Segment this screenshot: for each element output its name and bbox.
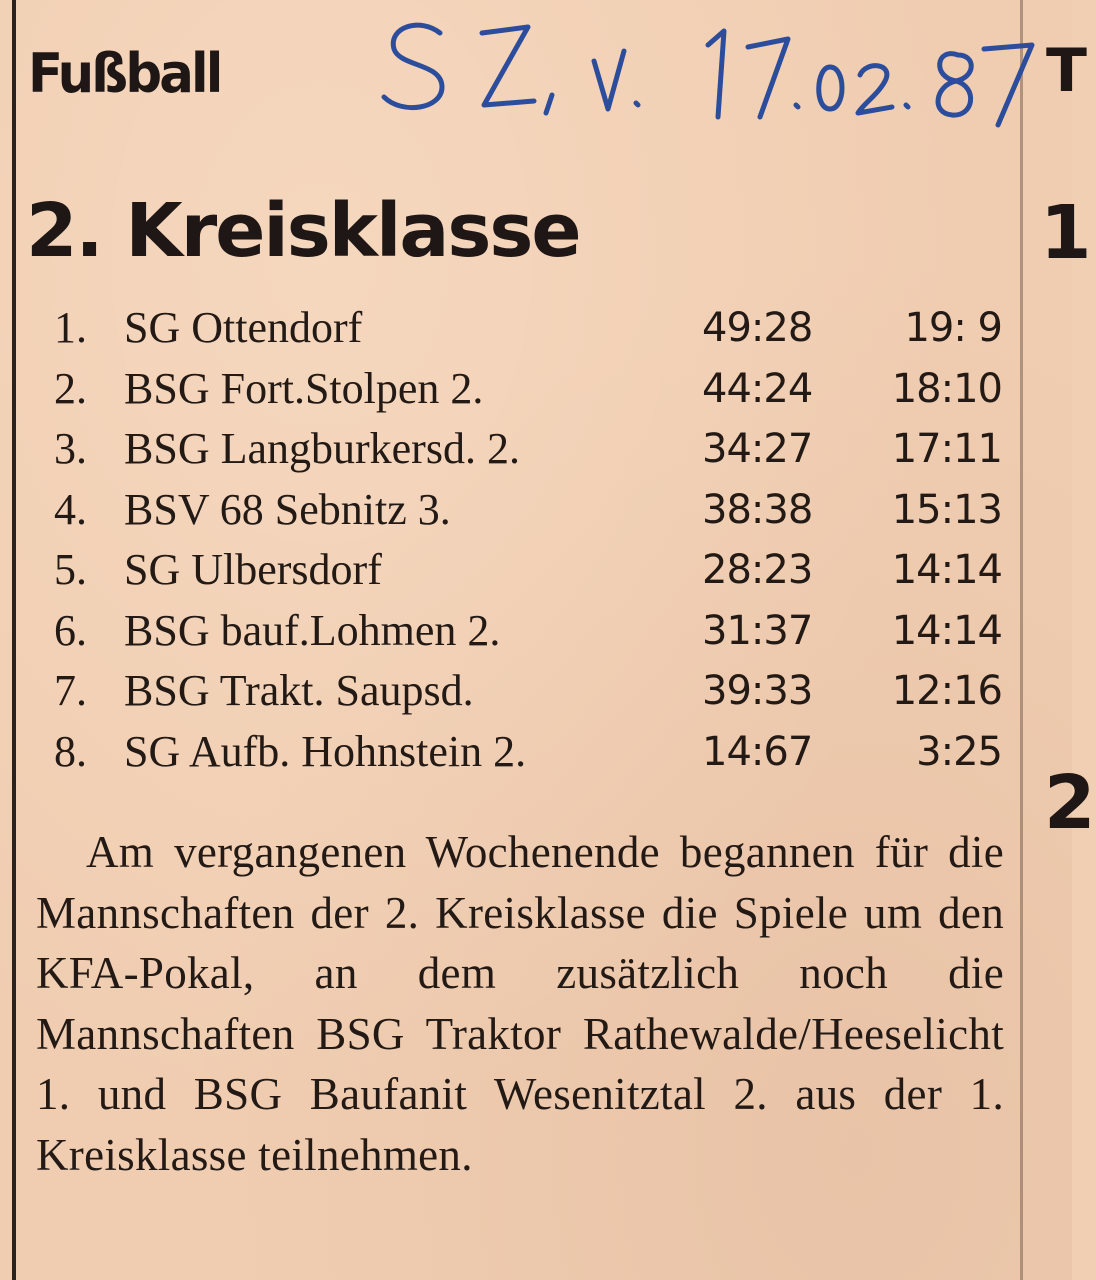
cropped-column-fragment: 1 bbox=[1040, 190, 1092, 276]
team-cell: BSG Trakt. Saupsd. bbox=[124, 666, 474, 715]
points-cell: 15:13 bbox=[891, 486, 1002, 533]
goals-cell: 28:23 bbox=[702, 547, 813, 593]
points-cell: 17:11 bbox=[891, 426, 1002, 472]
points-cell: 3:25 bbox=[916, 728, 1002, 775]
team-cell: SG Ulbersdorf bbox=[124, 545, 382, 594]
cropped-column-fragment: 2 bbox=[1044, 760, 1096, 846]
handwritten-date-note bbox=[380, 5, 1070, 135]
table-row bbox=[54, 540, 1014, 601]
rank-cell: 3. bbox=[54, 424, 87, 473]
team-cell: BSG Fort.Stolpen 2. bbox=[124, 363, 484, 413]
team-cell: BSV 68 Sebnitz 3. bbox=[124, 484, 451, 534]
goals-cell: 14:67 bbox=[702, 728, 813, 775]
rank-cell: 4. bbox=[54, 484, 87, 534]
points-cell: 12:16 bbox=[891, 668, 1002, 714]
points-cell: 14:14 bbox=[891, 607, 1002, 654]
goals-cell: 44:24 bbox=[702, 365, 813, 412]
page-title: 2. Kreisklasse bbox=[26, 188, 580, 274]
standings-table bbox=[54, 298, 1014, 782]
rank-cell: 5. bbox=[54, 545, 87, 594]
points-cell: 19: 9 bbox=[904, 305, 1002, 351]
table-row bbox=[54, 419, 1014, 480]
team-cell: SG Ottendorf bbox=[124, 303, 363, 352]
goals-cell: 31:37 bbox=[702, 607, 813, 654]
section-heading: Fußball bbox=[28, 42, 221, 105]
table-row bbox=[54, 661, 1014, 722]
column-rule-left bbox=[12, 0, 16, 1280]
goals-cell: 49:28 bbox=[702, 305, 813, 351]
goals-cell: 39:33 bbox=[702, 668, 813, 714]
team-cell: BSG Langburkersd. 2. bbox=[124, 424, 520, 473]
table-row bbox=[54, 480, 1014, 541]
table-row bbox=[54, 722, 1014, 783]
rank-cell: 7. bbox=[54, 666, 87, 715]
article-paragraph: Am vergangenen Wochenende begannen für die Mannschaften der 2. Kreisklasse die Spiele um den KFA-Pokal, an dem zusätzlich noch die Mannschaften BSG Traktor Rathewalde/Heeselicht 1. und BSG Baufanit Wesenitztal 2. aus der 1. Kreisklasse teilnehmen. bbox=[36, 827, 1004, 1180]
column-rule-right bbox=[1020, 0, 1023, 1280]
rank-cell: 8. bbox=[54, 726, 87, 776]
goals-cell: 38:38 bbox=[702, 486, 813, 533]
points-cell: 14:14 bbox=[891, 547, 1002, 593]
rank-cell: 6. bbox=[54, 605, 87, 655]
cropped-column-fragment: T bbox=[1046, 36, 1087, 106]
table-row bbox=[54, 601, 1014, 662]
rank-cell: 1. bbox=[54, 303, 87, 352]
team-cell: BSG bauf.Lohmen 2. bbox=[124, 605, 501, 655]
rank-cell: 2. bbox=[54, 363, 87, 413]
points-cell: 18:10 bbox=[891, 365, 1002, 412]
table-row bbox=[54, 359, 1014, 420]
goals-cell: 34:27 bbox=[702, 426, 813, 472]
table-row bbox=[54, 298, 1014, 359]
team-cell: SG Aufb. Hohnstein 2. bbox=[124, 726, 527, 776]
